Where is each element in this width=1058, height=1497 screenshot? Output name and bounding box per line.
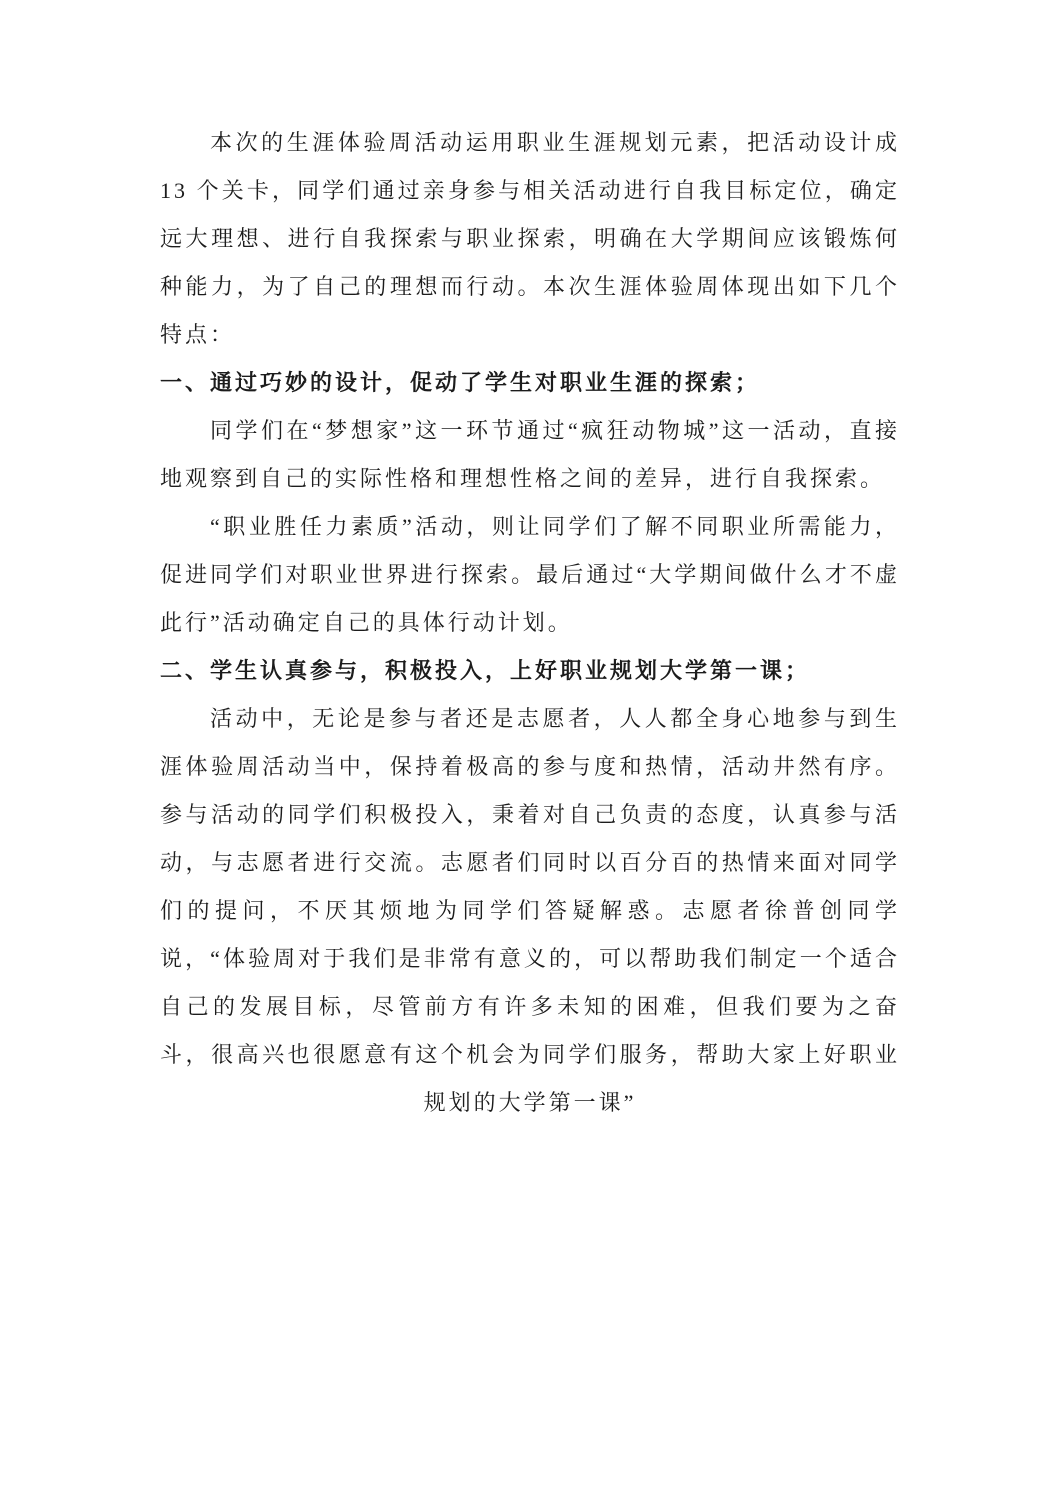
paragraph-competency-activity: “职业胜任力素质”活动，则让同学们了解不同职业所需能力，促进同学们对职业世界进行探索。最后通过“大学期间做什么才不虚此行”活动确定自己的具体行动计划。 <box>160 514 900 635</box>
paragraph-dreamer-activity: 同学们在“梦想家”这一环节通过“疯狂动物城”这一活动，直接地观察到自己的实际性格和理想性格之间的差异，进行自我探索。 <box>160 418 900 491</box>
paragraph-intro: 本次的生涯体验周活动运用职业生涯规划元素，把活动设计成 13 个关卡，同学们通过亲身参与相关活动进行自我目标定位，确定远大理想、进行自我探索与职业探索，明确在大学期间应该锻炼何种能力，为了自己的理想而行动。本次生涯体验周体现出如下几个特点： <box>160 130 900 347</box>
document-content <box>160 119 900 1127</box>
paragraph-participation-quote: 活动中，无论是参与者还是志愿者，人人都全身心地参与到生涯体验周活动当中，保持着极高的参与度和热情，活动井然有序。参与活动的同学们积极投入，秉着对自己负责的态度，认真参与活动，与志愿者进行交流。志愿者们同时以百分百的热情来面对同学们的提问，不厌其烦地为同学们答疑解惑。志愿者徐普创同学说，“体验周对于我们是非常有意义的，可以帮助我们制定一个适合自己的发展目标，尽管前方有许多未知的困难，但我们要为之奋斗，很高兴也很愿意有这个机会为同学们服务，帮助大家上好职业规划的大学第一课” <box>160 706 900 1115</box>
section-heading-2: 二、学生认真参与，积极投入，上好职业规划大学第一课； <box>160 658 811 683</box>
section-heading-1: 一、通过巧妙的设计，促动了学生对职业生涯的探索； <box>160 370 761 395</box>
